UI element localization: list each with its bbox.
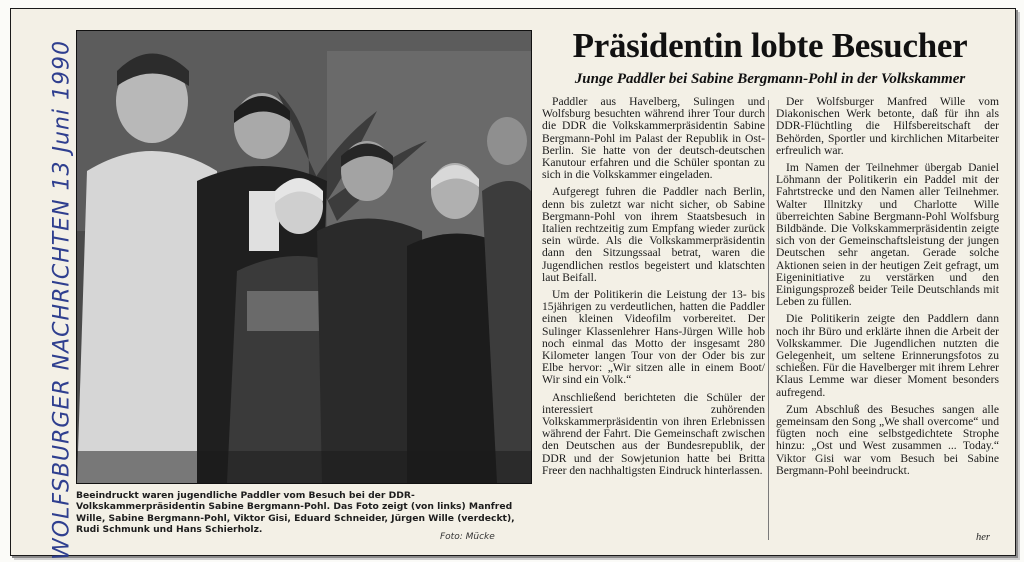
headline: Präsidentin lobte Besucher: [572, 26, 968, 65]
paragraph: Paddler aus Havelberg, Sulingen und Wolfsburg besuchten während ihrer Tour durch die DDR die Volkskammerpräsidentin Sabine Bergmann-Pohl im Palast der Republik in Ost-Berlin. Sie hatte von der deutsch-deutschen Kanutour erfahren und die Schüler spontan zu sich in die Volkskammer eingeladen.: [542, 96, 765, 182]
column-divider: [768, 100, 769, 540]
group-photo: [76, 30, 532, 484]
paragraph: Zum Abschluß des Besuches sangen alle gemeinsam den Song „We shall overcome“ und fügten noch eine selbstgedichtete Strophe hinzu: „Ost und West zusammen ... Today.“ Viktor Gisi war vom Besuch bei Sabine Bergmann-Pohl beeindruckt.: [776, 402, 999, 477]
paragraph: Aufgeregt fuhren die Paddler nach Berlin, denn bis zuletzt war nicht sicher, ob Sabine Bergmann-Pohl von ihrem Staatsbesuch in Italien rechtzeitig zum Empfang wieder zurück sein würde. Als die Volkskammerpräsidentin dann den Sitzungssaal betrat, waren die Jugendlichen restlos begeistert und klatschten laut Beifall.: [542, 185, 765, 284]
paragraph: Der Wolfsburger Manfred Wille vom Diakonischen Werk betonte, daß für ihn als DDR-Flüchtling die Hilfsbereitschaft der Behörden, Sportler und kirchlichen Mitarbeiter erfreulich war.: [776, 96, 999, 157]
paragraph: Im Namen der Teilnehmer übergab Daniel Löhmann der Politikerin ein Paddel mit der Fahrtstrecke und den Namen aller Teilnehmer. Walter Illnitzky und Charlotte Wille überreichten Sabine Bergmann-Pohl Wolfsburg Bildbände. Die Volkskammerpräsidentin zeigte sich von der Gemeinschaftsleistung der jungen Deutschen sehr angetan. Gerade solche Aktionen seien in der heutigen Zeit gefragt, um Eigeninitiative zu verstärken und den Einigungsprozeß beider Teile Deutschlands mit Leben zu füllen.: [776, 161, 999, 309]
photo-credit: Foto: Mücke: [440, 532, 495, 542]
paragraph: Anschließend berichteten die Schüler der interessiert zuhörenden Volkskammerpräsidentin von ihren Erlebnissen während der Fahrt. Die Gemeinschaft zwischen den Deutschen aus der Bundesrepublik, der DDR und der Sowjetunion hatte bei Britta Freer den nachhaltigsten Eindruck hinterlassen.: [542, 390, 765, 477]
group-photo-image: [77, 31, 531, 483]
paragraph: Um der Politikerin die Leistung der 13- bis 15jährigen zu verdeutlichen, hatten die Paddler einen kleinen Videofilm vorbereitet. Der Sulinger Klassenlehrer Hans-Jürgen Wille hob noch einmal das Motto der insgesamt 280 Kilometer langen Tour von der Oder bis zur Elbe hervor: „Wir sitzen alle in einem Boot/ Wir sind ein Volk.“: [542, 288, 765, 387]
paragraph: Die Politikerin zeigte den Paddlern dann noch ihr Büro und erklärte ihnen die Arbeit der Volkskammer. Die Jugendlichen nutzten die Gelegenheit, um seltene Erinnerungsfotos zu schießen. Für die Havelberger mit ihrem Lehrer Klaus Lemme war dieser Moment besonders aufregend.: [776, 312, 999, 399]
author-initials: her: [976, 532, 990, 543]
article-column-1: [542, 96, 765, 544]
subheadline: Junge Paddler bei Sabine Bergmann-Pohl in der Volkskammer: [574, 71, 966, 87]
handwritten-note-text: WOLFSBURGER NACHRICHTEN 13 Juni 1990: [49, 40, 75, 560]
article-column-2: [776, 96, 999, 544]
photo-caption: Beeindruckt waren jugendliche Paddler vom Besuch bei der DDR-Volkskammerpräsidentin Sabine Bergmann-Pohl. Das Foto zeigt (von links) Manfred Wille, Sabine Bergmann-Pohl, Viktor Gisi, Eduard Schneider, Jürgen Wille (verdeckt), Rudi Schmunk und Hans Schierholz.: [76, 490, 515, 536]
